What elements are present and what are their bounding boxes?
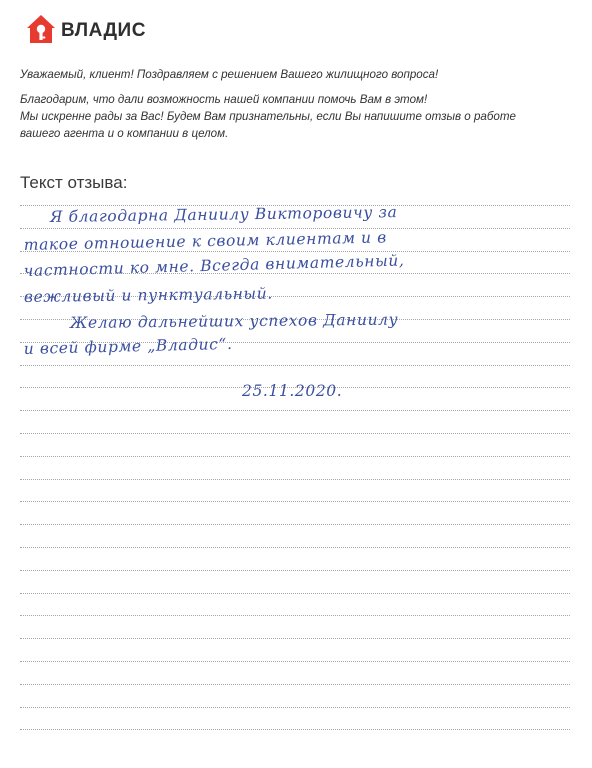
handwritten-date: 25.11.2020. [242, 382, 343, 400]
intro-thanks: Благодарим, что дали возможность нашей компании помочь Вам в этом! [20, 93, 428, 106]
brand-name: ВЛАДИС [61, 20, 146, 41]
handwritten-line: такое отношение к своим клиентам и в [23, 228, 387, 254]
intro-request-cont: вашего агента и о компании в целом. [20, 127, 229, 140]
review-heading: Текст отзыва: [20, 173, 128, 192]
handwritten-line: и всей фирме „Владис“. [23, 334, 233, 358]
intro-greeting: Уважаемый, клиент! Поздравляем с решением Вашего жилищного вопроса! [20, 68, 439, 81]
handwritten-line: частности ко мне. Всегда внимательный, [23, 251, 405, 280]
intro-request: Мы искренне рады за Вас! Будем Вам признательны, если Вы напишите отзыв о работе [20, 110, 516, 123]
handwritten-line: вежливый и пунктуальный. [23, 284, 273, 306]
handwritten-line: Я благодарна Даниилу Викторовичу за [49, 203, 398, 226]
handwritten-line: Желаю дальнейших успехов Даниилу [69, 310, 399, 332]
